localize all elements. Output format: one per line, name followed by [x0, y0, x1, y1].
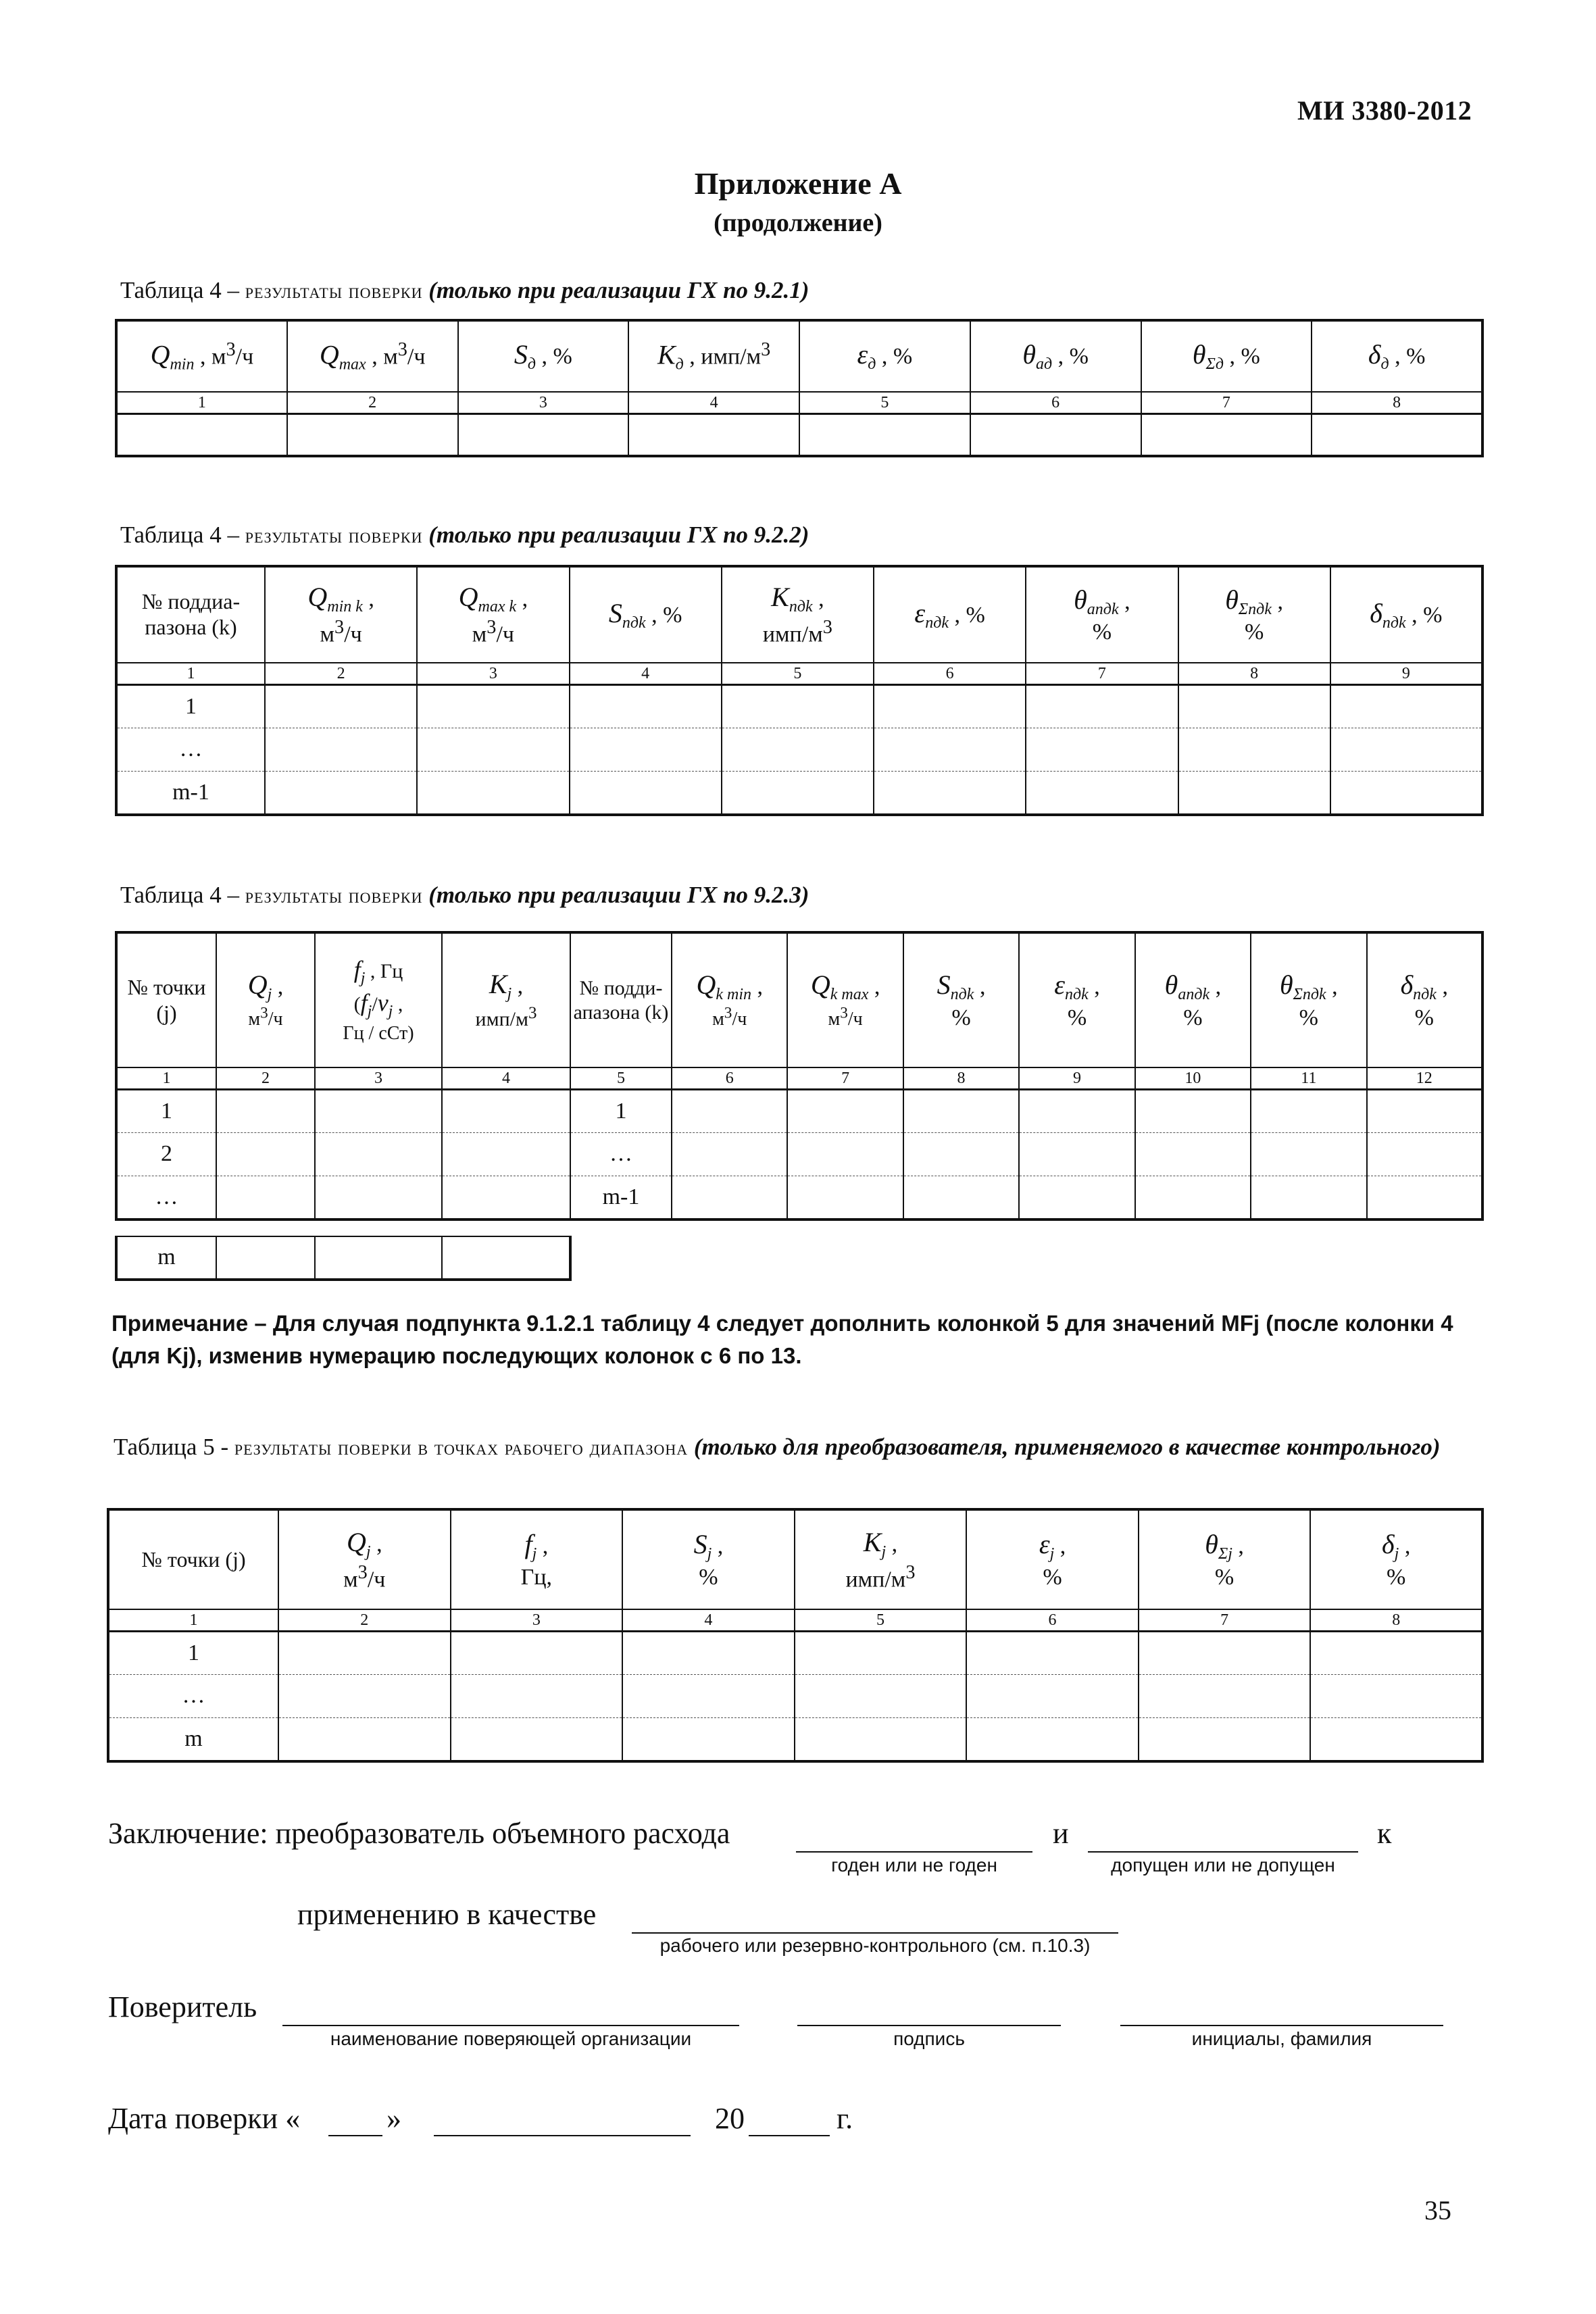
row-label: 1	[570, 1090, 672, 1133]
col-number: 7	[1026, 663, 1178, 685]
cell	[874, 728, 1026, 772]
caption-italic: (только при реализации ГХ по 9.2.1)	[428, 277, 809, 303]
cell	[216, 1176, 315, 1219]
col-number: 4	[570, 663, 722, 685]
cell	[1135, 1176, 1251, 1219]
col-number: 10	[1135, 1067, 1251, 1090]
col-s: $S_д$ , %	[458, 320, 629, 392]
col-number: 12	[1367, 1067, 1482, 1090]
col-number: 3	[315, 1067, 442, 1090]
name-line[interactable]	[1120, 2025, 1443, 2026]
cell	[216, 1133, 315, 1176]
cell	[1330, 728, 1482, 772]
date-label: Дата поверки «	[108, 2102, 301, 2135]
col-number: 5	[570, 1067, 672, 1090]
cell	[1019, 1133, 1134, 1176]
row-label: m	[108, 1718, 278, 1761]
cell	[265, 685, 417, 728]
cell	[1367, 1133, 1482, 1176]
col-number: 2	[216, 1067, 315, 1090]
col-qmin: $Q_{min k}$ , $м^3/ч$	[265, 566, 417, 663]
cell	[315, 1133, 442, 1176]
col-number: 1	[116, 1067, 216, 1090]
cell	[1178, 685, 1330, 728]
row-label: 1	[108, 1632, 278, 1675]
col-s: $S_j$ , %	[622, 1509, 795, 1609]
row-label: …	[116, 1176, 216, 1219]
month-line[interactable]	[434, 2135, 691, 2136]
col-number: 9	[1019, 1067, 1134, 1090]
col-s: $S_{пдk}$ , %	[570, 566, 722, 663]
col-number: 1	[108, 1609, 278, 1632]
col-number: 5	[799, 392, 970, 414]
cell	[672, 1133, 787, 1176]
table4a-caption	[120, 277, 809, 304]
cell	[442, 1176, 570, 1219]
table4b-caption	[120, 522, 809, 549]
cell	[1330, 772, 1482, 815]
table-row	[116, 1133, 1482, 1176]
col-number: 4	[628, 392, 799, 414]
col-number: 6	[966, 1609, 1139, 1632]
col-qmin: $Q_{k min}$ , $м^3/ч$	[672, 932, 787, 1067]
row-label: …	[108, 1675, 278, 1718]
caption-caps: результаты поверки	[245, 524, 423, 547]
cell	[417, 728, 569, 772]
row-label: 2	[116, 1133, 216, 1176]
col-number: 5	[722, 663, 874, 685]
name-caption: инициалы, фамилия	[1191, 2028, 1372, 2049]
cell	[795, 1718, 967, 1761]
col-eps: $\varepsilon_j$ , %	[966, 1509, 1139, 1609]
row-label: 1	[116, 1090, 216, 1133]
table-row	[116, 685, 1482, 728]
cell	[966, 1632, 1139, 1675]
cell	[1251, 1176, 1366, 1219]
cell	[1312, 414, 1482, 456]
col-number: 6	[672, 1067, 787, 1090]
cell	[622, 1718, 795, 1761]
col-theta: $\theta_{ад}$ , %	[970, 320, 1141, 392]
table4a	[115, 319, 1484, 457]
number-row	[116, 1067, 1482, 1090]
col-s: $S_{пдk}$ , %	[903, 932, 1019, 1067]
col-number: 8	[1310, 1609, 1482, 1632]
admission-caption: допущен или не допущен	[1111, 1855, 1335, 1876]
col-number: 7	[1141, 392, 1312, 414]
and-label: и	[1053, 1817, 1069, 1850]
row-label: …	[116, 728, 265, 772]
caption-caps: результаты поверки	[245, 279, 423, 303]
header-row	[116, 320, 1482, 392]
cell	[1310, 1718, 1482, 1761]
page-number: 35	[1424, 2195, 1451, 2225]
cell	[622, 1675, 795, 1718]
table-row	[108, 1718, 1482, 1761]
cell	[628, 414, 799, 456]
cell	[795, 1632, 967, 1675]
col-number: 3	[458, 392, 629, 414]
table-row	[116, 1176, 1482, 1219]
col-eps: $\varepsilon_{пдk}$ , %	[1019, 932, 1134, 1067]
cell	[570, 685, 722, 728]
col-k: $K_{пдk}$ , имп/$м^3$	[722, 566, 874, 663]
table4c-last-row	[115, 1236, 572, 1281]
table5-caption	[114, 1431, 1485, 1464]
cell	[903, 1133, 1019, 1176]
cell	[787, 1133, 903, 1176]
cell	[417, 685, 569, 728]
col-number: 9	[1330, 663, 1482, 685]
col-q: $Q_j$ , $м^3/ч$	[216, 932, 315, 1067]
day-line[interactable]	[328, 2135, 382, 2136]
col-f: $f_j$ , Гц,	[451, 1509, 623, 1609]
table-row	[116, 1236, 570, 1280]
col-k: $K_j$ , имп/$м^3$	[442, 932, 570, 1067]
cell	[903, 1090, 1019, 1133]
document-code: МИ 3380-2012	[1297, 95, 1472, 126]
cell	[315, 1090, 442, 1133]
col-number: 4	[442, 1067, 570, 1090]
col-number: 6	[970, 392, 1141, 414]
cell	[265, 728, 417, 772]
col-number: 11	[1251, 1067, 1366, 1090]
table-row	[116, 772, 1482, 815]
col-number: 7	[1139, 1609, 1311, 1632]
cell	[315, 1176, 442, 1219]
cell	[116, 414, 287, 456]
cell	[903, 1176, 1019, 1219]
cell	[795, 1675, 967, 1718]
table4c-caption	[120, 882, 809, 909]
year-suffix: г.	[837, 2102, 853, 2135]
caption-prefix: Таблица 4 –	[120, 882, 245, 908]
cell	[622, 1632, 795, 1675]
col-number: 2	[278, 1609, 451, 1632]
caption-prefix: Таблица 4 –	[120, 277, 245, 303]
organization-caption: наименование поверяющей организации	[330, 2028, 692, 2049]
cell	[1178, 772, 1330, 815]
cell	[278, 1675, 451, 1718]
cell	[570, 772, 722, 815]
col-theta-sum: $\theta_{\Sigma д}$ , %	[1141, 320, 1312, 392]
col-qmax: $Q_{k max}$ , $м^3/ч$	[787, 932, 903, 1067]
cell	[265, 772, 417, 815]
caption-italic: (только для преобразователя, применяемого в качестве контрольного)	[693, 1434, 1441, 1460]
cell	[1019, 1176, 1134, 1219]
col-number: 4	[622, 1609, 795, 1632]
cell	[451, 1718, 623, 1761]
col-number: 6	[874, 663, 1026, 685]
cell	[970, 414, 1141, 456]
cell	[672, 1176, 787, 1219]
number-row	[108, 1609, 1482, 1632]
col-theta-sum: $\theta_{\Sigma j}$ , %	[1139, 1509, 1311, 1609]
table-row	[108, 1675, 1482, 1718]
col-number: 8	[1178, 663, 1330, 685]
cell	[1026, 728, 1178, 772]
cell	[1367, 1176, 1482, 1219]
col-number: 8	[1312, 392, 1482, 414]
col-qmax: $Q_{max k}$ , $м^3/ч$	[417, 566, 569, 663]
verifier-label: Поверитель	[108, 1990, 257, 2023]
col-number: 3	[451, 1609, 623, 1632]
validity-caption: годен или не годен	[831, 1855, 997, 1876]
cell	[442, 1133, 570, 1176]
table4b	[115, 565, 1484, 816]
cell	[722, 772, 874, 815]
header-row	[108, 1509, 1482, 1609]
col-eps: $\varepsilon_{пдk}$ , %	[874, 566, 1026, 663]
role-caption: рабочего или резервно-контрольного (см. п.10.3)	[659, 1935, 1091, 1956]
cell	[1310, 1675, 1482, 1718]
cell	[1251, 1133, 1366, 1176]
col-subrange: № подди-апазона (k)	[570, 932, 672, 1067]
col-number: 7	[787, 1067, 903, 1090]
cell	[874, 772, 1026, 815]
cell	[1019, 1090, 1134, 1133]
cell	[966, 1718, 1139, 1761]
col-number: 1	[116, 392, 287, 414]
row-label: m	[116, 1236, 216, 1280]
role-line[interactable]	[632, 1932, 1118, 1934]
appendix-title: Приложение А	[694, 166, 902, 201]
cell	[451, 1632, 623, 1675]
cell	[216, 1236, 315, 1280]
cell	[722, 728, 874, 772]
col-qmax: $Q_{max}$ , $м^3/ч$	[287, 320, 458, 392]
cell	[570, 728, 722, 772]
col-eps: $\varepsilon_д$ , %	[799, 320, 970, 392]
header-row	[116, 932, 1482, 1067]
col-number: 3	[417, 663, 569, 685]
cell	[1139, 1718, 1311, 1761]
caption-prefix: Таблица 4 –	[120, 522, 245, 548]
table-row	[108, 1632, 1482, 1675]
date-close-quote: »	[386, 2102, 401, 2135]
application-label: применению в качестве	[297, 1898, 597, 1931]
cell	[451, 1675, 623, 1718]
cell	[1026, 685, 1178, 728]
col-number: 1	[116, 663, 265, 685]
col-q: $Q_j$ , $м^3/ч$	[278, 1509, 451, 1609]
col-number: 2	[265, 663, 417, 685]
caption-prefix: Таблица 5 -	[114, 1434, 234, 1460]
cell	[1141, 414, 1312, 456]
cell	[216, 1090, 315, 1133]
col-theta-sum: $\theta_{\Sigma пдk}$ , %	[1178, 566, 1330, 663]
col-f: $f_j$ , Гц ($f_j/\nu_j$ , Гц / сСт)	[315, 932, 442, 1067]
year-prefix: 20	[715, 2102, 745, 2135]
number-row	[116, 663, 1482, 685]
col-theta: $\theta_{апдk}$ , %	[1026, 566, 1178, 663]
table5	[107, 1508, 1484, 1763]
table-row	[116, 728, 1482, 772]
conclusion-label: Заключение: преобразователь объемного расхода	[108, 1817, 730, 1850]
cell	[287, 414, 458, 456]
number-row	[116, 392, 1482, 414]
validity-line[interactable]	[796, 1851, 1032, 1853]
cell	[874, 685, 1026, 728]
signature-caption: подпись	[893, 2028, 965, 2049]
cell	[1026, 772, 1178, 815]
row-label: 1	[116, 685, 265, 728]
signature-line[interactable]	[797, 2025, 1061, 2026]
col-delta: $\delta_д$ , %	[1312, 320, 1482, 392]
appendix-subtitle: (продолжение)	[714, 209, 882, 237]
col-k: $K_д$ , имп/$м^3$	[628, 320, 799, 392]
cell	[442, 1236, 570, 1280]
caption-italic: (только при реализации ГХ по 9.2.3)	[428, 882, 809, 908]
cell	[787, 1090, 903, 1133]
col-number: 5	[795, 1609, 967, 1632]
caption-italic: (только при реализации ГХ по 9.2.2)	[428, 522, 809, 548]
table-row	[116, 414, 1482, 456]
organization-line[interactable]	[282, 2025, 739, 2026]
row-label: m-1	[116, 772, 265, 815]
col-delta: $\delta_j$ , %	[1310, 1509, 1482, 1609]
cell	[787, 1176, 903, 1219]
col-theta-sum: $\theta_{\Sigma пдk}$ , %	[1251, 932, 1366, 1067]
admission-line[interactable]	[1088, 1851, 1358, 1853]
to-label: к	[1377, 1817, 1392, 1850]
caption-caps: результаты поверки в точках рабочего диапазона	[234, 1436, 689, 1459]
table-row	[116, 1090, 1482, 1133]
cell	[1139, 1675, 1311, 1718]
cell	[458, 414, 629, 456]
col-theta: $\theta_{апдk}$ , %	[1135, 932, 1251, 1067]
row-label: …	[570, 1133, 672, 1176]
cell	[1135, 1090, 1251, 1133]
col-delta: $\delta_{пдk}$ , %	[1367, 932, 1482, 1067]
cell	[278, 1632, 451, 1675]
row-label: m-1	[570, 1176, 672, 1219]
col-k: $K_j$ , имп/$м^3$	[795, 1509, 967, 1609]
cell	[1367, 1090, 1482, 1133]
col-point: № точки (j)	[108, 1509, 278, 1609]
table-note: Примечание – Для случая подпункта 9.1.2.1 таблицу 4 следует дополнить колонкой 5 для значений MFj (после колонки 4 (для Kj), изменив нумерацию последующих колонок с 6 по 13.	[111, 1311, 1453, 1368]
col-number: 2	[287, 392, 458, 414]
table4c	[115, 931, 1484, 1221]
cell	[442, 1090, 570, 1133]
cell	[1139, 1632, 1311, 1675]
caption-caps: результаты поверки	[245, 884, 423, 907]
cell	[1135, 1133, 1251, 1176]
col-subrange: № поддиа-пазона (k)	[116, 566, 265, 663]
cell	[417, 772, 569, 815]
cell	[672, 1090, 787, 1133]
cell	[315, 1236, 442, 1280]
cell	[722, 685, 874, 728]
cell	[799, 414, 970, 456]
cell	[278, 1718, 451, 1761]
cell	[1178, 728, 1330, 772]
col-point: № точки (j)	[116, 932, 216, 1067]
cell	[966, 1675, 1139, 1718]
year-line[interactable]	[749, 2135, 830, 2136]
cell	[1251, 1090, 1366, 1133]
col-delta: $\delta_{пдk}$ , %	[1330, 566, 1482, 663]
header-row	[116, 566, 1482, 663]
col-number: 8	[903, 1067, 1019, 1090]
cell	[1310, 1632, 1482, 1675]
col-qmin: $Q_{min}$ , $м^3/ч$	[116, 320, 287, 392]
cell	[1330, 685, 1482, 728]
